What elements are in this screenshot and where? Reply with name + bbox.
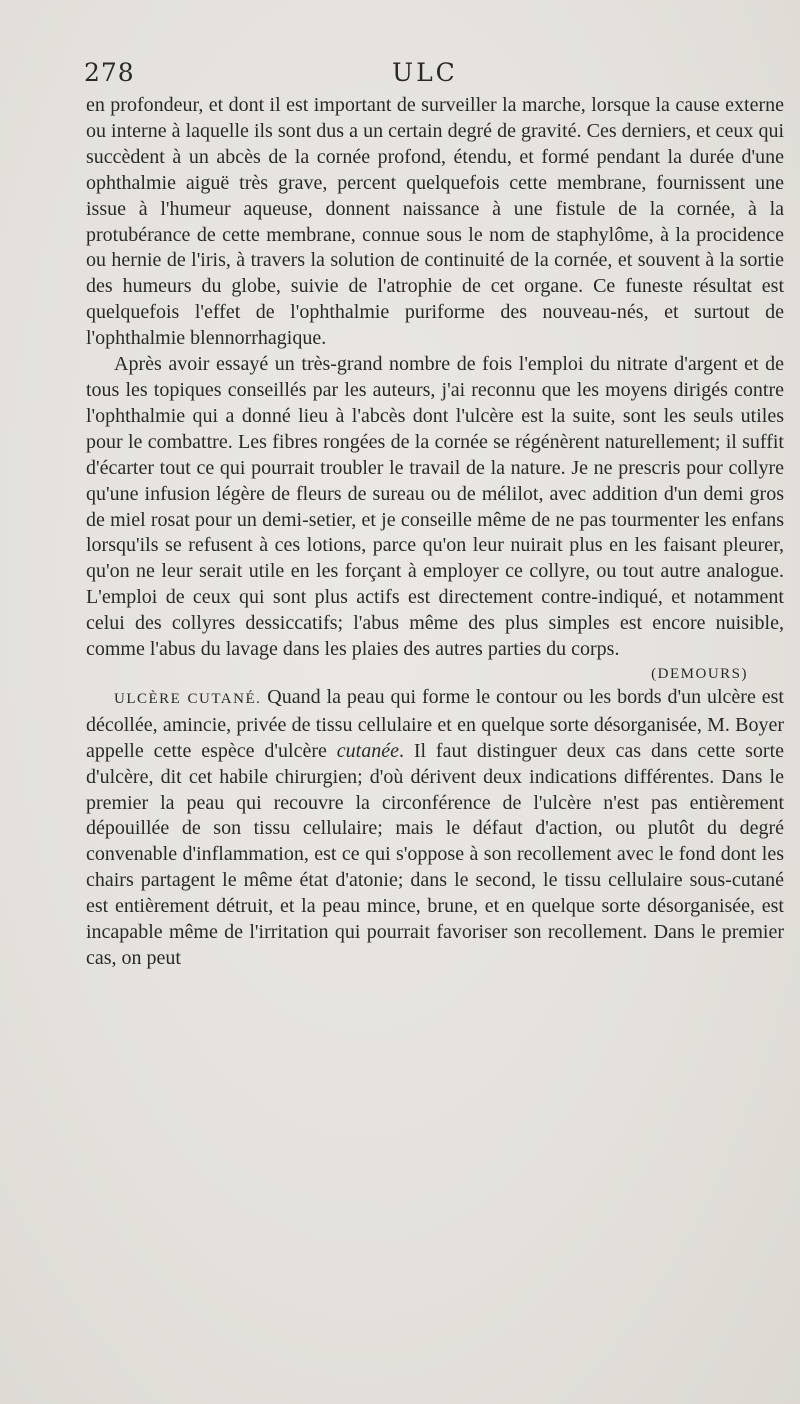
paragraph-ulcere-cutane [86, 685, 784, 972]
page-header [84, 58, 784, 92]
running-head: ULC [392, 58, 458, 87]
entry-term: ULCÈRE CUTANÉ. [114, 690, 262, 707]
paragraph-continuation: en profondeur, et dont il est important de surveiller la marche, lorsque la cause externe ou interne à laquelle ils sont dus a un certain degré de gravité. Ces derniers, et ceux qui succèdent à un abcès de la cornée profond, étendu, et formé pendant la durée d'une ophthalmie aiguë très grave, percent quelquefois cette membrane, fournissent une issue à l'humeur aqueuse, donnent naissance à une fistule de la cornée, à la protubérance de cette membrane, connue sous le nom de staphylôme, à la procidence ou hernie de l'iris, à travers la solution de continuité de la cornée, et souvent à la sortie des humeurs du globe, suivie de l'atrophie de cet organe. Ce funeste résultat est quelquefois l'effet de l'ophthalmie puriforme des nouveau-nés, et surtout de l'ophthalmie blennorrhagique. [86, 94, 784, 350]
paragraph-treatment: Après avoir essayé un très-grand nombre de fois l'emploi du nitrate d'argent et de tous les topiques conseillés par les auteurs, j'ai reconnu que les moyens dirigés contre l'ophthalmie qui a donné lieu à l'abcès dont l'ulcère est la suite, sont les seuls utiles pour le combattre. Les fibres rongées de la cornée se régénèrent naturellement; il suffit d'écarter tout ce qui pourrait troubler le travail de la nature. Je ne prescris pour collyre qu'une infusion légère de fleurs de sureau ou de mélilot, avec addition d'un demi gros de miel rosat pour un demi-setier, et je conseille même de ne pas tourmenter les enfans lorsqu'ils se refusent à ces lotions, parce qu'on leur nuirait plus en les faisant pleurer, qu'on ne leur serait utile en les forçant à employer ce collyre, ou tout autre analogue. L'emploi de ceux qui sont plus actifs est directement contre-indiqué, et notamment celui des collyres dessiccatifs; l'abus même des plus simples est encore nuisible, comme l'abus du lavage dans les plaies des autres parties du corps. [86, 353, 784, 661]
entry-text-before: Quand la peau qui forme le contour ou les bords d'un ulcère est décollée, amincie, privée de tissu cellulaire et en quelque sorte désorganisée, M. Boyer appelle cette espèce d'ulcère [86, 685, 784, 762]
body-text [86, 93, 784, 972]
entry-emphasis: cutanée [336, 739, 399, 762]
author-signature: (DEMOURS) [651, 665, 748, 682]
entry-text-after: . Il faut distinguer deux cas dans cette sorte d'ulcère, dit cet habile chirurgien; d'où dérivent deux indications différentes. Dans le premier la peau qui recouvre la circonférence de l'ulcère n'est pas entièrement dépouillée de son tissu cellulaire; mais le défaut d'action, ou plutôt du degré convenable d'inflammation, est ce qui s'oppose à son recollement avec le fond dont les chairs partagent le même état d'atonie; dans le second, le tissu cellulaire sous-cutané est entièrement détruit, et la peau mince, brune, et en quelque sorte désorganisée, est incapable même de l'irritation qui pourrait favoriser son recollement. Dans le premier cas, on peut [86, 739, 785, 969]
page-number: 278 [84, 58, 135, 87]
